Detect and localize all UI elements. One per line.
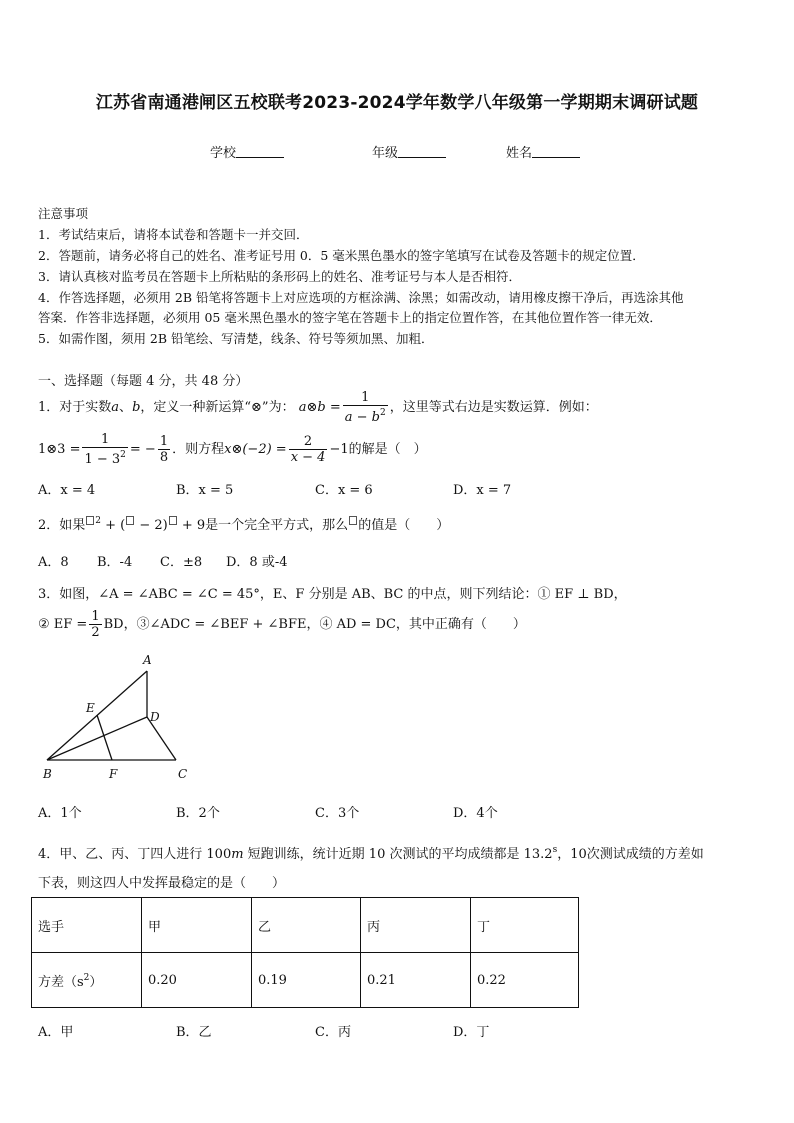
question-2-stem bbox=[38, 514, 449, 533]
table-cell: 甲 bbox=[142, 898, 252, 953]
q4-option-a[interactable]: A．甲 bbox=[38, 1025, 74, 1040]
point-a-label: A bbox=[143, 653, 152, 667]
question-4-line-1 bbox=[38, 843, 704, 862]
q2-exponent: 2 bbox=[95, 516, 102, 526]
q1-example-fraction bbox=[82, 432, 127, 467]
table-cell: 丁 bbox=[471, 898, 579, 953]
q1-example-fraction-2 bbox=[158, 434, 170, 465]
table-cell: 丙 bbox=[361, 898, 471, 953]
q1-example-lhs: 1⊗3 = bbox=[38, 442, 81, 457]
question-1-line-2 bbox=[38, 432, 427, 467]
q1-option-c[interactable]: C．x = 6 bbox=[315, 483, 373, 498]
denominator: x − 4 bbox=[290, 450, 326, 465]
numerator: 1 bbox=[159, 434, 169, 449]
q4-text: 4．甲、乙、丙、丁四人进行 100 bbox=[38, 847, 232, 862]
q2-text: 的值是（ ） bbox=[358, 518, 450, 533]
grade-field bbox=[372, 142, 446, 161]
q2-option-a[interactable]: A．8 bbox=[38, 555, 69, 570]
table-cell: 选手 bbox=[32, 898, 142, 953]
q1-text: 的解是（ ） bbox=[348, 442, 427, 457]
point-c-label: C bbox=[178, 767, 188, 781]
q2-text: − 2) bbox=[135, 518, 168, 533]
q3-fraction bbox=[89, 609, 101, 640]
note-item: 2．答题前，请务必将自己的姓名、准考证号用 0．5 毫米黑色墨水的签字笔填写在试卷及答题卡的规定位置． bbox=[38, 248, 645, 263]
point-f-label: F bbox=[109, 767, 118, 781]
q1-option-a[interactable]: A．x = 4 bbox=[38, 483, 96, 498]
numerator: 1 bbox=[101, 432, 110, 447]
numerator: 1 bbox=[91, 609, 100, 624]
question-3-line-2 bbox=[38, 608, 526, 642]
missing-glyph-box bbox=[86, 516, 94, 525]
q4-option-b[interactable]: B．乙 bbox=[176, 1025, 212, 1040]
q1-option-d[interactable]: D．x = 7 bbox=[453, 483, 512, 498]
grade-blank bbox=[398, 145, 446, 158]
q1-option-b[interactable]: B．x = 5 bbox=[176, 483, 234, 498]
q4-option-c[interactable]: C．丙 bbox=[315, 1025, 351, 1040]
q2-option-b[interactable]: B．-4 bbox=[97, 555, 133, 570]
school-blank bbox=[236, 145, 284, 158]
note-item: 5．如需作图，须用 2B 铅笔绘、写清楚，线条、符号等须加黑、加粗． bbox=[38, 331, 434, 346]
numerator: 2 bbox=[303, 434, 313, 449]
table-cell: 0.22 bbox=[471, 953, 579, 1008]
section-heading: 一、选择题（每题 4 分，共 48 分） bbox=[38, 374, 249, 389]
q4-text: ，10次测试成绩的方差如 bbox=[557, 847, 704, 862]
table-cell: 方差$(s^2)$ bbox=[32, 953, 142, 1008]
q3-option-b[interactable]: B．2个 bbox=[176, 806, 220, 821]
q3-text: ② EF = bbox=[38, 617, 88, 632]
question-1-line-1 bbox=[38, 390, 598, 425]
numerator: 1 bbox=[361, 390, 370, 405]
q3-text: BD，③∠ADC = ∠BEF + ∠BFE，④ AD = DC，其中正确有（ ） bbox=[103, 617, 526, 632]
q1-var-b: b bbox=[132, 400, 141, 415]
q1-sep: 、 bbox=[119, 400, 133, 415]
q1-text: 1．对于实数 bbox=[38, 400, 112, 415]
school-label: 学校 bbox=[210, 146, 237, 161]
q2-text: + 9是一个完全平方式，那么 bbox=[177, 518, 349, 533]
q4-seconds-unit: s bbox=[552, 845, 558, 855]
q1-example-eq: = − bbox=[129, 442, 156, 457]
name-label: 姓名 bbox=[506, 146, 533, 161]
q2-option-d[interactable]: D．8 或-4 bbox=[226, 555, 288, 570]
denominator: 8 bbox=[159, 450, 169, 465]
school-field bbox=[210, 142, 284, 161]
q1-equation-lhs: x⊗(−2) = bbox=[224, 442, 287, 457]
q3-option-d[interactable]: D．4个 bbox=[453, 806, 498, 821]
q1-definition-fraction bbox=[343, 390, 388, 425]
missing-glyph-box bbox=[126, 516, 134, 525]
q2-text: + ( bbox=[101, 518, 126, 533]
table-cell: 0.20 bbox=[142, 953, 252, 1008]
table-cell: 0.21 bbox=[361, 953, 471, 1008]
triangle-figure bbox=[30, 650, 200, 785]
q2-text: 2．如果 bbox=[38, 518, 86, 533]
denominator: 2 bbox=[91, 625, 100, 640]
variance-table bbox=[31, 897, 579, 1008]
missing-glyph-box bbox=[349, 516, 357, 525]
table-row bbox=[32, 953, 579, 1008]
point-e-label: E bbox=[86, 701, 95, 715]
notes-heading: 注意事项 bbox=[38, 206, 89, 221]
q1-equation-fraction bbox=[289, 434, 328, 465]
denominator: $a - b^2$ bbox=[343, 405, 388, 425]
table-cell: 0.19 bbox=[252, 953, 361, 1008]
denominator: $1 - 3^2$ bbox=[82, 447, 127, 467]
point-d-label: D bbox=[150, 710, 160, 724]
name-blank bbox=[532, 145, 580, 158]
q1-var-a: a bbox=[111, 400, 120, 415]
q1-text: ，这里等式右边是实数运算．例如： bbox=[389, 400, 598, 415]
question-3-line-1: 3．如图，∠A = ∠ABC = ∠C = 45°，E、F 分别是 AB、BC 的中点，则下列结论：① EF ⊥ BD， bbox=[38, 587, 627, 602]
note-item: 1．考试结束后，请将本试卷和答题卡一并交回． bbox=[38, 227, 309, 242]
q1-text: ．则方程 bbox=[172, 442, 225, 457]
point-b-label: B bbox=[43, 767, 52, 781]
note-item: 答案．作答非选择题，必须用 05 毫米黑色墨水的签字笔在答题卡上的指定位置作答，在其他位置作答一律无效． bbox=[38, 310, 662, 325]
q2-option-c[interactable]: C．±8 bbox=[160, 555, 203, 570]
page-title: 江苏省南通港闸区五校联考2023-2024学年数学八年级第一学期期末调研试题 bbox=[95, 93, 699, 113]
q4-text: 短跑训练，统计近期 10 次测试的平均成绩都是 13.2 bbox=[243, 847, 553, 862]
q3-option-a[interactable]: A．1个 bbox=[38, 806, 82, 821]
q1-equation-rest: −1 bbox=[329, 442, 349, 457]
q4-option-d[interactable]: D．丁 bbox=[453, 1025, 490, 1040]
table-row bbox=[32, 898, 579, 953]
question-4-line-2: 下表，则这四人中发挥最稳定的是（ ） bbox=[38, 876, 286, 891]
missing-glyph-box bbox=[169, 516, 177, 525]
q4-unit: m bbox=[231, 847, 244, 862]
segment-bd bbox=[47, 717, 147, 760]
name-field bbox=[506, 142, 580, 161]
q1-text: ，定义一种新运算“⊗”为： bbox=[140, 400, 295, 415]
note-item: 3．请认真核对监考员在答题卡上所粘贴的条形码上的姓名、准考证号与本人是否相符． bbox=[38, 269, 521, 284]
q1-definition-lhs: a⊗b = bbox=[298, 400, 341, 415]
grade-label: 年级 bbox=[372, 146, 399, 161]
q3-option-c[interactable]: C．3个 bbox=[315, 806, 360, 821]
note-item: 4．作答选择题，必须用 2B 铅笔将答题卡上对应选项的方框涂满、涂黑；如需改动，请用橡皮擦干净后，再选涂其他 bbox=[38, 290, 684, 305]
table-cell: 乙 bbox=[252, 898, 361, 953]
